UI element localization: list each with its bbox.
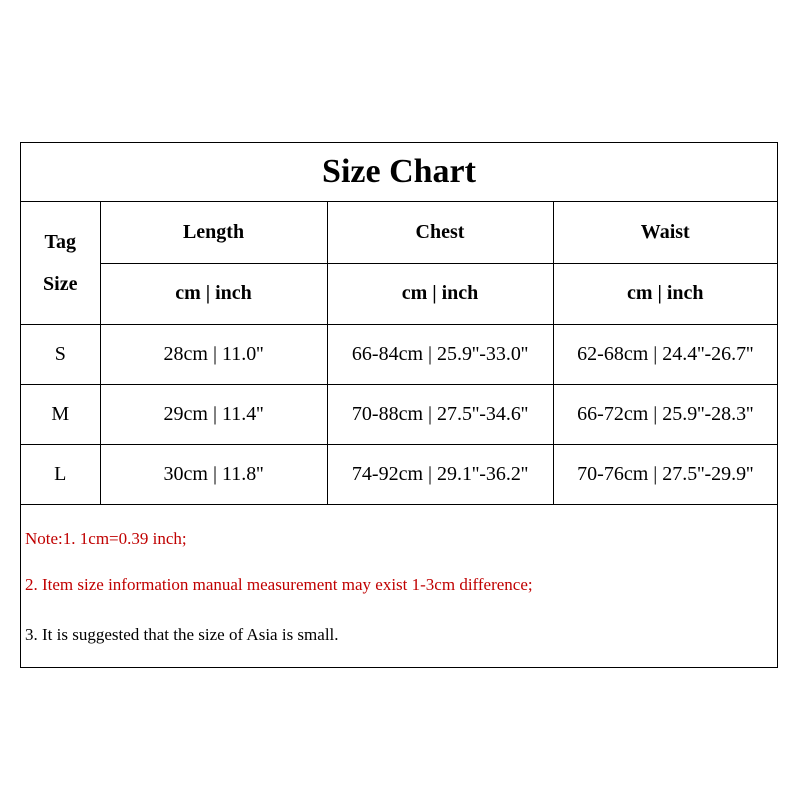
- chart-title: Size Chart: [21, 143, 777, 202]
- waist-header: Waist: [553, 202, 777, 263]
- table-row: [21, 384, 777, 444]
- size-cell: L: [21, 444, 100, 504]
- chest-cell: 74-92cm | 29.1''-36.2'': [327, 444, 553, 504]
- waist-unit: cm | inch: [553, 263, 777, 324]
- table-row: [21, 444, 777, 504]
- size-label: Size: [43, 272, 78, 295]
- header-row: [21, 202, 777, 263]
- unit-row: [21, 263, 777, 324]
- table-row: [21, 324, 777, 384]
- waist-cell: 70-76cm | 27.5''-29.9'': [553, 444, 777, 504]
- size-table: [21, 202, 777, 505]
- chest-cell: 66-84cm | 25.9''-33.0'': [327, 324, 553, 384]
- note-1: Note:1. 1cm=0.39 inch;: [25, 529, 187, 548]
- size-chart: [20, 142, 778, 668]
- length-cell: 29cm | 11.4'': [100, 384, 327, 444]
- length-header: Length: [100, 202, 327, 263]
- chest-unit: cm | inch: [327, 263, 553, 324]
- length-unit: cm | inch: [100, 263, 327, 324]
- size-cell: M: [21, 384, 100, 444]
- note-3: 3. It is suggested that the size of Asia is small.: [25, 625, 339, 644]
- note-2: 2. Item size information manual measurement may exist 1-3cm difference;: [25, 575, 533, 594]
- chest-header: Chest: [327, 202, 553, 263]
- length-cell: 30cm | 11.8'': [100, 444, 327, 504]
- length-cell: 28cm | 11.0'': [100, 324, 327, 384]
- size-cell: S: [21, 324, 100, 384]
- chest-cell: 70-88cm | 27.5''-34.6'': [327, 384, 553, 444]
- waist-cell: 66-72cm | 25.9''-28.3'': [553, 384, 777, 444]
- waist-cell: 62-68cm | 24.4''-26.7'': [553, 324, 777, 384]
- tag-size-header: [21, 202, 100, 324]
- tag-label: Tag: [44, 230, 76, 253]
